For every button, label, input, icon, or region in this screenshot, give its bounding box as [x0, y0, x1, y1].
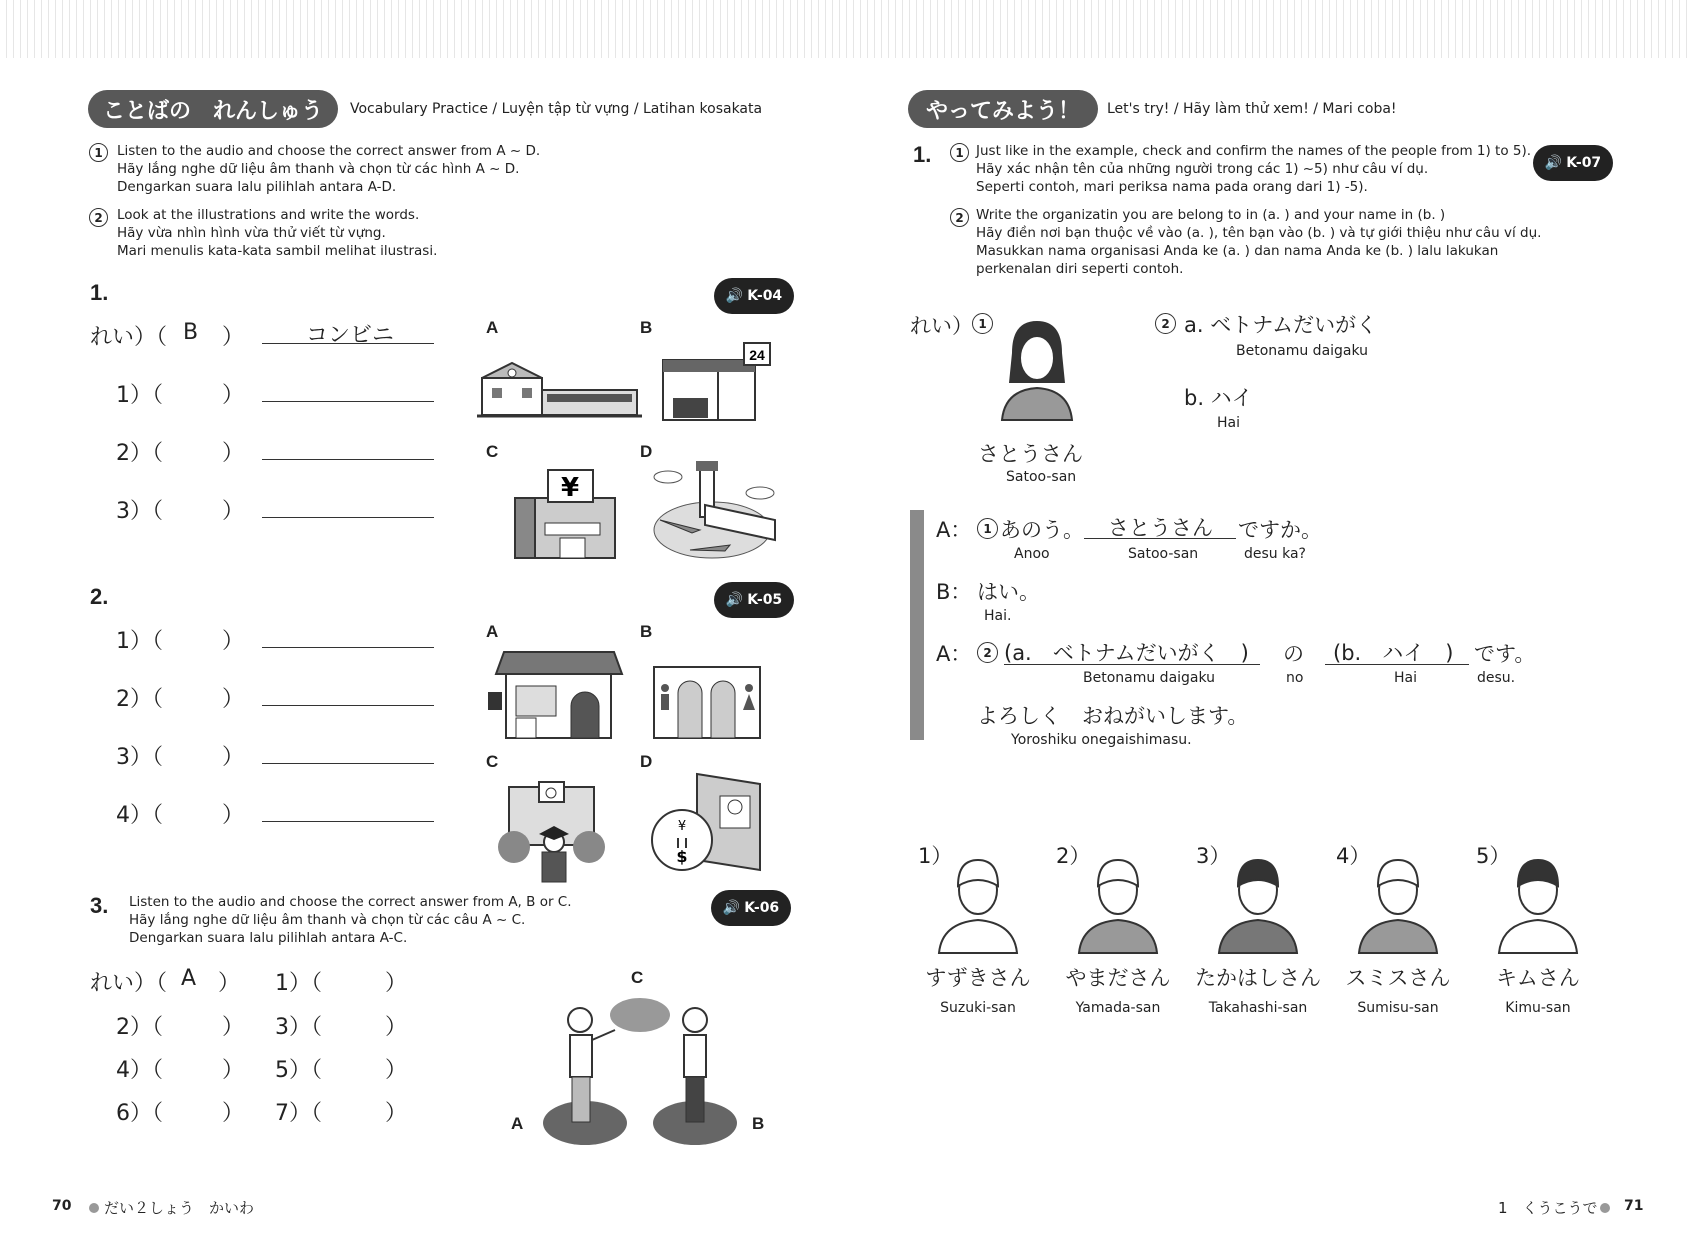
speaker-icon: 🔊: [1544, 155, 1563, 171]
answer-line-3[interactable]: [262, 763, 434, 764]
section-3-instruction: Listen to the audio and choose the correct answer from A, B or C. Hãy lắng nghe dữ liệu âm thanh và chọn từ các câu A ~ C. Dengarkan suara lalu pilihlah antara A-C.: [129, 894, 572, 946]
dialog-a2-line-1: [1004, 664, 1260, 665]
option-label-d: D: [640, 442, 653, 461]
option-label-b: B: [752, 1114, 765, 1133]
person-name: たかはしさん: [1195, 966, 1321, 990]
dialog-a1-romaji-1: Anoo: [1014, 546, 1050, 562]
audio-button-k04[interactable]: 🔊 K-04: [714, 278, 794, 314]
instruction-2: Write the organizatin you are belong to in (a. ) and your name in (b. ) Hãy điền nơi bạn thuộc về vào (a. ), tên bạn vào (b. ) và tự giới thiệu như câu ví dụ. Masukkan nama organisasi Anda ke (a. ) dan nama Anda ke (b. ) lalu lakukan perkenalan diri seperti contoh.: [976, 207, 1542, 277]
example-circle-2: 2: [1155, 313, 1176, 334]
q1-row: 1）（: [116, 629, 163, 654]
bank-illustration: [510, 468, 620, 560]
audio-button-k06[interactable]: 🔊 K-06: [711, 890, 791, 926]
dialog-circle-2: 2: [977, 642, 998, 663]
dialog-a2-end: です。: [1474, 642, 1536, 666]
dialog-a2-romaji-3: Hai: [1394, 670, 1417, 686]
footer-dot: [89, 1203, 99, 1213]
example-circle-1: 1: [972, 313, 993, 334]
person-number: 1）: [918, 844, 953, 868]
footer-dot: [1600, 1203, 1610, 1213]
dialog-side-bar: [910, 510, 924, 740]
dialog-a1-blank: さとうさん: [1108, 516, 1213, 540]
option-label-c: C: [631, 968, 644, 987]
person-number: 3）: [1196, 844, 1231, 868]
money-exchange-illustration: [652, 772, 762, 880]
dialog-a1-text: あのう。: [1000, 518, 1084, 542]
dialog-a1-prefix: A：: [936, 518, 972, 542]
example-word: コンビニ: [306, 323, 395, 348]
option-label-c: C: [486, 442, 499, 461]
airport-illustration: [650, 455, 780, 563]
dialog-a3-romaji: Yoroshiku onegaishimasu.: [1011, 732, 1192, 748]
dialog-b-prefix: B：: [936, 580, 972, 604]
instruction-number-2: 2: [950, 208, 969, 227]
example-person-name: さとうさん: [978, 442, 1083, 466]
dialog-a1-romaji-2: Satoo-san: [1128, 546, 1199, 562]
speaker-icon: 🔊: [725, 288, 744, 304]
person-romaji: Sumisu-san: [1357, 1000, 1439, 1016]
s3-item-2: 2）（: [116, 1015, 163, 1040]
answer-line-4[interactable]: [262, 821, 434, 822]
audio-button-k07[interactable]: 🔊 K-07: [1533, 145, 1613, 181]
example-answer: B: [183, 320, 199, 345]
person-portrait: [1077, 848, 1159, 953]
answer-line-2[interactable]: [262, 705, 434, 706]
person-name: スミスさん: [1345, 966, 1451, 990]
s3-item-3: 3）（: [275, 1015, 322, 1040]
person-name: キムさん: [1496, 966, 1580, 990]
answer-line: [262, 343, 434, 344]
dialog-a1-romaji-3: desu ka?: [1244, 546, 1306, 562]
dialog-a1-line: [1084, 538, 1236, 539]
person-portrait: [937, 848, 1019, 953]
q4-row: 4）（: [116, 803, 163, 828]
audio-button-k05[interactable]: 🔊 K-05: [714, 582, 794, 618]
page-number-right: 71: [1624, 1198, 1644, 1214]
s3-example-answer: A: [181, 966, 197, 991]
person-romaji: Yamada-san: [1075, 1000, 1161, 1016]
section-1-number: 1.: [90, 280, 109, 305]
page-number-left: 70: [52, 1198, 72, 1214]
section-2-number: 2.: [90, 584, 109, 609]
option-label-c: C: [486, 752, 499, 771]
section-title: やってみよう！: [925, 98, 1080, 124]
chapter-title-right: 1 くうこうで: [1498, 1199, 1598, 1217]
s3-item-6: 6）（: [116, 1101, 163, 1126]
dialog-a2-romaji-1: Betonamu daigaku: [1083, 670, 1216, 686]
section-title: ことばの れんしゅう: [102, 98, 323, 124]
svg-text:¥: ¥: [677, 819, 687, 834]
section-subtitle: Vocabulary Practice / Luyện tập từ vựng / Latihan kosakata: [350, 101, 763, 117]
example-org: a. ベトナムだいがく: [1184, 313, 1378, 337]
example-person-romaji: Satoo-san: [1006, 469, 1077, 485]
example-own-name-romaji: Hai: [1217, 415, 1240, 431]
option-label-b: B: [640, 318, 653, 337]
instruction-number-2: 2: [89, 208, 108, 227]
instruction-1: Just like in the example, check and confirm the names of the people from 1) to 5). Hãy xác nhận tên của những người trong các 1) ~5) như câu ví dụ. Seperti contoh, mari periksa nama pada orang dari 1) -5).: [976, 143, 1532, 195]
person-number: 5）: [1476, 844, 1511, 868]
station-illustration: [477, 358, 642, 418]
section-3-number: 3.: [90, 893, 109, 918]
option-label-b: B: [640, 622, 653, 641]
university-illustration: [494, 782, 606, 884]
person-name: すずきさん: [925, 966, 1031, 990]
q3-row: 3）（: [116, 499, 163, 524]
instruction-1: Listen to the audio and choose the correct answer from A ~ D. Hãy lắng nghe dữ liệu âm thanh và chọn từ các hình A ~ D. Dengarkan suara lalu pilihlah antara A-D.: [117, 143, 541, 195]
person-number: 4）: [1336, 844, 1371, 868]
person-portrait: [1497, 848, 1579, 953]
example-own-name: b. ハイ: [1184, 386, 1253, 410]
option-label-a: A: [486, 318, 499, 337]
speaker-icon: 🔊: [725, 592, 744, 608]
top-stripe: [0, 0, 1688, 58]
restroom-illustration: [653, 666, 761, 739]
answer-line-1[interactable]: [262, 401, 434, 402]
dialog-b-text: はい。: [977, 580, 1040, 604]
instruction-number-1: 1: [89, 143, 108, 162]
convenience-store-illustration: [658, 340, 773, 422]
s3-example-label: れい）（: [90, 971, 168, 996]
person-name: やまださん: [1065, 966, 1171, 990]
option-label-d: D: [640, 752, 653, 771]
dialog-a2-line-2: [1325, 664, 1469, 665]
dialog-circle-1: 1: [977, 518, 998, 539]
svg-text:24: 24: [749, 347, 765, 363]
answer-line-3[interactable]: [262, 517, 434, 518]
chapter-title-left: だい２しょう かいわ: [104, 1199, 255, 1217]
s3-item-5: 5）（: [275, 1058, 322, 1083]
s3-item-1: 1）（: [275, 971, 322, 996]
svg-text:$: $: [676, 847, 688, 866]
dialog-a2-romaji-4: desu.: [1477, 670, 1516, 686]
dialog-a3-text: よろしく おねがいします。: [977, 704, 1249, 728]
satoo-portrait: [1002, 318, 1072, 420]
conversation-illustration: [540, 995, 752, 1150]
person-romaji: Suzuki-san: [940, 1000, 1016, 1016]
person-romaji: Takahashi-san: [1208, 1000, 1308, 1016]
s3-item-7: 7）（: [275, 1101, 322, 1126]
dialog-a2-prefix: A：: [936, 642, 972, 666]
dialog-a2-romaji-2: no: [1286, 670, 1304, 686]
dialog-b-romaji: Hai.: [984, 608, 1012, 624]
instruction-number-1: 1: [950, 143, 969, 162]
dialog-a1-end: ですか。: [1238, 518, 1322, 542]
example-label: れい）: [910, 314, 973, 338]
restaurant-illustration: [486, 650, 626, 742]
answer-line-1[interactable]: [262, 647, 434, 648]
section-subtitle: Let's try! / Hãy làm thử xem! / Mari coba!: [1107, 101, 1397, 117]
dialog-a2-blank-1: (a. ベトナムだいがく ): [1004, 641, 1249, 665]
q1-row: 1）（: [116, 383, 163, 408]
option-label-a: A: [486, 622, 499, 641]
svg-text:¥: ¥: [560, 473, 580, 503]
person-portrait: [1217, 848, 1299, 953]
exercise-number: 1.: [913, 142, 932, 167]
example-org-romaji: Betonamu daigaku: [1236, 343, 1369, 359]
example-row: れい）（: [90, 325, 168, 350]
section-title-pill: [88, 90, 338, 128]
option-label-a: A: [511, 1114, 524, 1133]
dialog-a2-blank-2: (b. ハイ ): [1333, 641, 1454, 665]
person-portrait: [1357, 848, 1439, 953]
person-number: 2）: [1056, 844, 1091, 868]
q2-row: 2）（: [116, 441, 163, 466]
answer-line-2[interactable]: [262, 459, 434, 460]
q3-row: 3）（: [116, 745, 163, 770]
s3-item-4: 4）（: [116, 1058, 163, 1083]
instruction-2: Look at the illustrations and write the words. Hãy vừa nhìn hình vừa thử viết từ vựng. Mari menulis kata-kata sambil melihat ilustrasi.: [117, 207, 438, 259]
person-romaji: Kimu-san: [1505, 1000, 1571, 1016]
dialog-a2-no: の: [1283, 642, 1304, 666]
q2-row: 2）（: [116, 687, 163, 712]
speaker-icon: 🔊: [722, 900, 741, 916]
section-title-pill: [908, 90, 1098, 128]
